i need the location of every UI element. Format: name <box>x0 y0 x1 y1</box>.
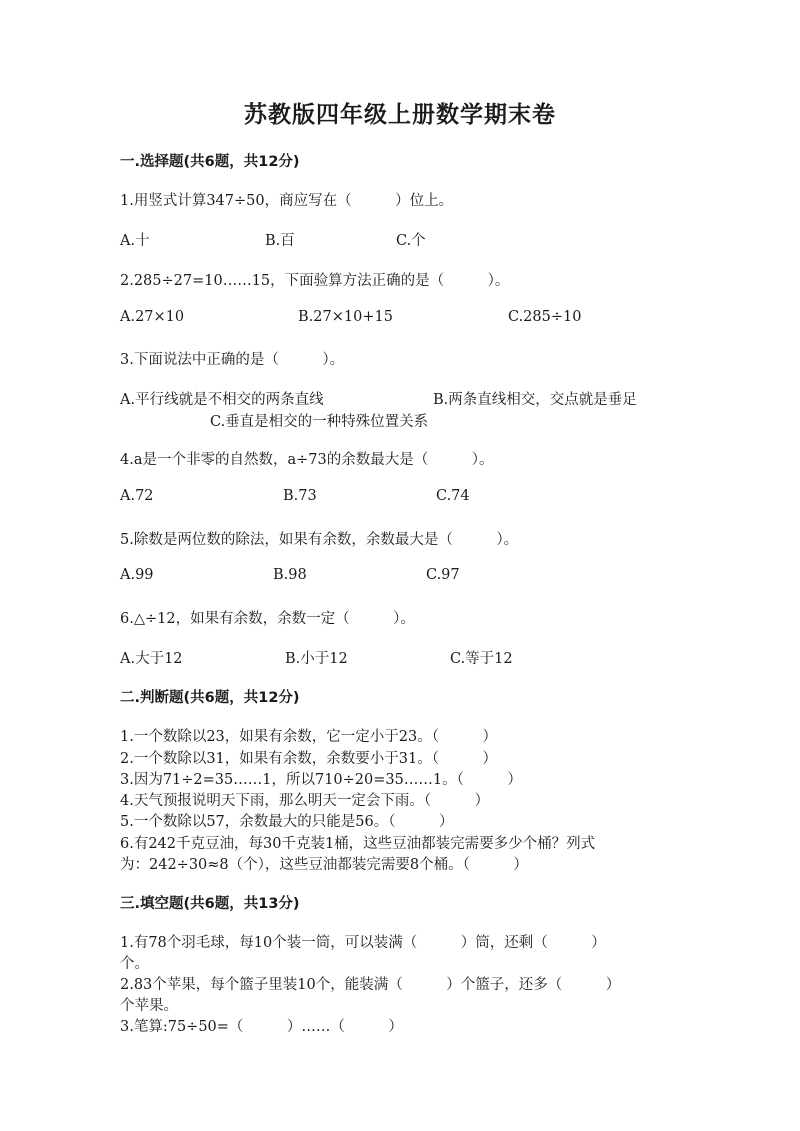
option-a: A.72 <box>120 488 154 504</box>
judgment-line: 1.一个数除以23，如果有余数，它一定小于23。（ ） <box>120 729 497 745</box>
option-a: A.27×10 <box>120 309 185 325</box>
fill-line: 1.有78个羽毛球，每10个装一筒，可以装满（ ）筒，还剩（ ） <box>120 935 606 951</box>
option-c: C.285÷10 <box>508 309 582 325</box>
fill-line: 个苹果。 <box>120 998 178 1014</box>
question-text: 5.除数是两位数的除法，如果有余数，余数最大是（ ）。 <box>120 532 519 548</box>
option-c: C.个 <box>396 233 426 249</box>
judgment-line: 2.一个数除以31，如果有余数，余数要小于31。（ ） <box>120 751 497 767</box>
option-c: C.97 <box>426 567 460 583</box>
option-b: B.98 <box>273 567 307 583</box>
judgment-line: 3.因为71÷2=35……1，所以710÷20=35……1。（ ） <box>120 772 522 788</box>
option-b: B.两条直线相交，交点就是垂足 <box>433 392 637 408</box>
page-title: 苏教版四年级上册数学期末卷 <box>244 102 556 128</box>
option-a: A.大于12 <box>120 651 183 667</box>
judgment-line: 4.天气预报说明天下雨，那么明天一定会下雨。（ ） <box>120 793 490 809</box>
option-b: B.27×10+15 <box>298 309 393 325</box>
fill-line: 3.笔算:75÷50=（ ）……（ ） <box>120 1019 403 1035</box>
section-heading-judgment: 二.判断题(共6题，共12分) <box>120 690 300 706</box>
option-c: C.垂直是相交的一种特殊位置关系 <box>210 414 429 430</box>
fill-line: 个。 <box>120 956 149 972</box>
option-b: B.百 <box>265 233 295 249</box>
option-c: C.等于12 <box>450 651 513 667</box>
option-a: A.十 <box>120 233 150 249</box>
question-text: 1.用竖式计算347÷50，商应写在（ ）位上。 <box>120 193 454 209</box>
option-a: A.平行线就是不相交的两条直线 <box>120 392 324 408</box>
question-text: 4.a是一个非零的自然数，a÷73的余数最大是（ ）。 <box>120 452 494 468</box>
judgment-line: 5.一个数除以57，余数最大的只能是56。（ ） <box>120 814 454 830</box>
question-text: 2.285÷27=10……15，下面验算方法正确的是（ ）。 <box>120 273 510 289</box>
option-b: B.小于12 <box>285 651 348 667</box>
section-heading-choice: 一.选择题(共6题，共12分) <box>120 154 300 170</box>
fill-line: 2.83个苹果，每个篮子里装10个，能装满（ ）个篮子，还多（ ） <box>120 977 621 993</box>
question-text: 3.下面说法中正确的是（ ）。 <box>120 352 345 368</box>
option-b: B.73 <box>283 488 317 504</box>
judgment-line: 6.有242千克豆油，每30千克装1桶，这些豆油都装完需要多少个桶？列式 <box>120 836 596 852</box>
judgment-line: 为：242÷30≈8（个），这些豆油都装完需要8个桶。（ ） <box>120 857 528 873</box>
question-text: 6.△÷12，如果有余数，余数一定（ ）。 <box>120 611 415 627</box>
option-c: C.74 <box>436 488 470 504</box>
option-a: A.99 <box>120 567 154 583</box>
section-heading-fill: 三.填空题(共6题，共13分) <box>120 896 300 912</box>
